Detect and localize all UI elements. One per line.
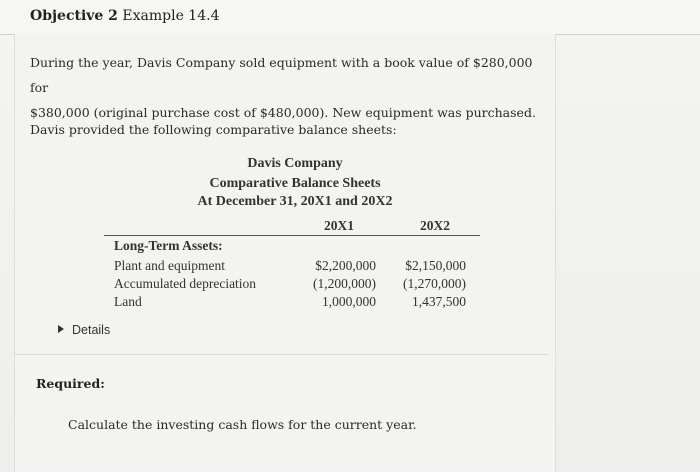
- details-toggle[interactable]: [58, 323, 110, 337]
- column-header-20x2: 20X2: [420, 218, 450, 233]
- column-header-20x1: 20X1: [324, 218, 354, 233]
- objective-label: Objective 2: [30, 8, 118, 24]
- row-label-land: Land: [114, 294, 142, 309]
- row-label-accumulated-depreciation: Accumulated depreciation: [114, 276, 257, 291]
- value-accumulated-depreciation-20x1: (1,200,000): [313, 276, 376, 291]
- value-land-20x2: 1,437,500: [412, 294, 466, 309]
- value-land-20x1: 1,000,000: [322, 294, 376, 309]
- header-rule: [104, 235, 480, 236]
- value-plant-equipment-20x2: $2,150,000: [405, 258, 466, 273]
- question-text: Calculate the investing cash flows for the current year.: [68, 417, 417, 432]
- statement-date: At December 31, 20X1 and 20X2: [197, 194, 393, 209]
- problem-line-2: $380,000 (original purchase cost of $480,000). New equipment was purchased.: [30, 105, 536, 120]
- problem-paragraph: [30, 50, 540, 125]
- example-label: Example 14.4: [117, 8, 220, 24]
- problem-line-1: During the year, Davis Company sold equipment with a book value of $280,000 for: [30, 55, 533, 95]
- statement-title: Comparative Balance Sheets: [209, 176, 381, 191]
- row-label-plant-equipment: Plant and equipment: [114, 258, 225, 273]
- value-plant-equipment-20x1: $2,200,000: [315, 258, 376, 273]
- required-heading: Required:: [36, 376, 105, 391]
- expand-triangle-icon: [58, 325, 64, 333]
- details-label: Details: [72, 323, 111, 337]
- section-divider: [14, 354, 548, 355]
- balance-sheet-intro: Davis provided the following comparative balance sheets:: [30, 122, 397, 137]
- section-label: Long-Term Assets:: [114, 238, 223, 253]
- company-name: Davis Company: [247, 156, 343, 171]
- value-accumulated-depreciation-20x2: (1,270,000): [403, 276, 466, 291]
- page-header: [0, 0, 700, 35]
- page-title: [30, 8, 219, 24]
